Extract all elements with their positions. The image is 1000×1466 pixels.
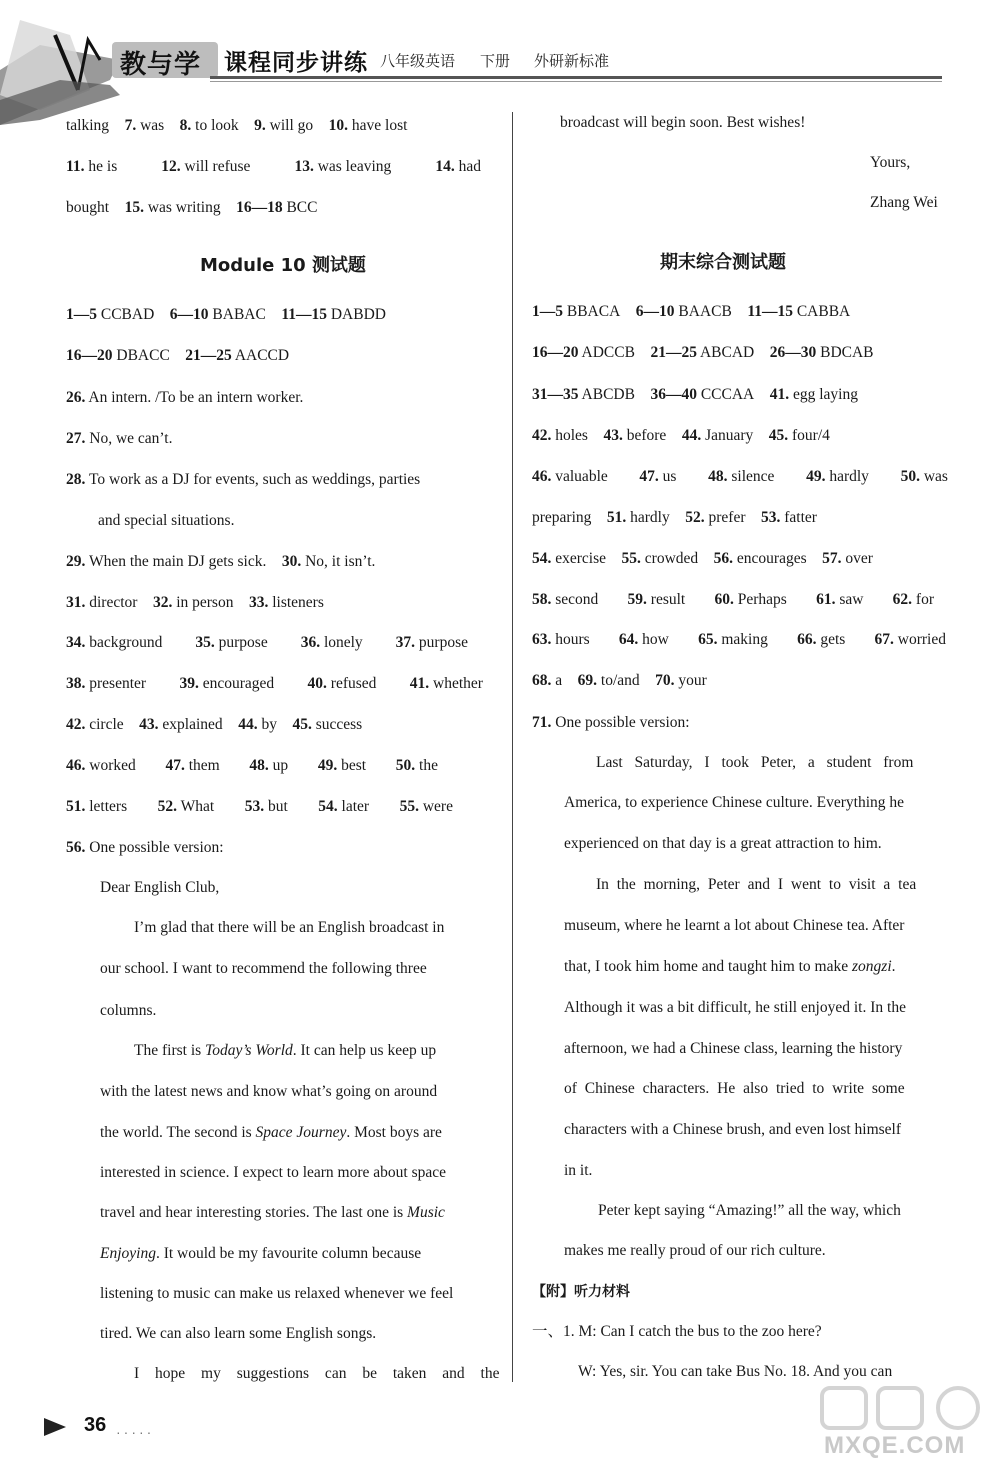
answer-line: 1—5 CCBAD 6—10 BABAC 11—15 DABDD	[66, 306, 386, 323]
footer-dots: ·····	[116, 1424, 155, 1440]
header-rule-thin	[210, 81, 942, 82]
page-arrow-icon	[44, 1418, 66, 1436]
essay-line: experienced on that day is a great attraction to him.	[564, 835, 882, 852]
answer-line: 63. hours 64. how 65. making 66. gets 67. worried	[532, 631, 946, 648]
answer-line: 54. exercise 55. crowded 56. encourages 57. over	[532, 550, 873, 567]
answer-line: 51. letters 52. What 53. but 54. later 55. were	[66, 798, 453, 815]
page-number: 36	[84, 1414, 107, 1436]
essay-line: makes me really proud of our rich culture.	[564, 1242, 826, 1259]
header-rule	[210, 76, 942, 79]
answer-line: 42. holes 43. before 44. January 45. four/4	[532, 427, 830, 444]
letter-line: columns.	[100, 1002, 157, 1019]
letter-line: I hope my suggestions can be taken and the	[134, 1365, 500, 1382]
essay-line: that, I took him home and taught him to make zongzi.	[564, 958, 896, 975]
answer-line: 16—20 DBACC 21—25 AACCD	[66, 347, 290, 364]
letter-line: The first is Today’s World. It can help us keep up	[134, 1042, 437, 1059]
answer-line: 11. he is 12. will refuse 13. was leaving 14. had	[66, 158, 481, 175]
essay-line: in it.	[564, 1162, 593, 1179]
series-title: 课程同步讲练	[224, 50, 368, 76]
essay-line: America, to experience Chinese culture. Everything he	[564, 794, 905, 811]
grade-label: 八年级英语	[380, 52, 456, 70]
logo: 教与学	[120, 50, 202, 80]
letter-line: with the latest news and know what’s going on around	[100, 1083, 438, 1100]
essay-line: In the morning, Peter and I went to visit a tea	[596, 876, 917, 893]
edition-label: 外研新标准	[534, 52, 610, 70]
letter-signature: Zhang Wei	[870, 194, 938, 211]
essay-line: of Chinese characters. He also tried to write some	[564, 1080, 905, 1097]
essay-line: characters with a Chinese brush, and even lost himself	[564, 1121, 902, 1138]
watermark-text: MXQE.COM	[824, 1432, 966, 1459]
answer-line: 68. a 69. to/and 70. your	[532, 672, 707, 689]
appendix-label: 【附】听力材料	[532, 1284, 630, 1300]
essay-line: Last Saturday, I took Peter, a student from	[596, 754, 914, 771]
letter-line: I’m glad that there will be an English broadcast in	[134, 919, 445, 936]
answer-line: and special situations.	[98, 512, 235, 529]
letter-closing: Yours,	[870, 154, 911, 171]
column-divider	[512, 112, 513, 1382]
answer-line: 38. presenter 39. encouraged 40. refused 41. whether	[66, 675, 483, 692]
listening-line: W: Yes, sir. You can take Bus No. 18. And you can	[578, 1363, 893, 1380]
answer-line: 29. When the main DJ gets sick. 30. No, it isn’t.	[66, 553, 376, 570]
letter-line: the world. The second is Space Journey. Most boys are	[100, 1124, 442, 1141]
answer-line: 58. second 59. result 60. Perhaps 61. saw 62. for	[532, 591, 934, 608]
answer-line: preparing 51. hardly 52. prefer 53. fatter	[532, 509, 817, 526]
essay-line: museum, where he learnt a lot about Chinese tea. After	[564, 917, 905, 934]
essay-line: Peter kept saying “Amazing!” all the way, which	[598, 1202, 901, 1219]
answer-line: talking 7. was 8. to look 9. will go 10. have lost	[66, 117, 408, 134]
module-title: Module 10 测试题	[200, 255, 366, 276]
answer-line: 71. One possible version:	[532, 714, 690, 731]
essay-line: afternoon, we had a Chinese class, learning the history	[564, 1040, 903, 1057]
letter-line: travel and hear interesting stories. The last one is Music	[100, 1204, 445, 1221]
listening-line: 一、1. M: Can I catch the bus to the zoo here?	[532, 1323, 822, 1340]
answer-line: 46. valuable 47. us 48. silence 49. hardly 50. was	[532, 468, 948, 485]
answer-line: 16—20 ADCCB 21—25 ABCAD 26—30 BDCAB	[532, 344, 874, 361]
letter-line: our school. I want to recommend the following three	[100, 960, 427, 977]
essay-line: Although it was a bit difficult, he still enjoyed it. In the	[564, 999, 906, 1016]
answer-line: 56. One possible version:	[66, 839, 224, 856]
answer-line: 42. circle 43. explained 44. by 45. success	[66, 716, 363, 733]
answer-line: 26. An intern. /To be an intern worker.	[66, 389, 304, 406]
answer-line: 28. To work as a DJ for events, such as weddings, parties	[66, 471, 421, 488]
page-header	[0, 0, 1000, 120]
answer-line: 27. No, we can’t.	[66, 430, 173, 447]
letter-line: Dear English Club,	[100, 879, 220, 896]
answer-line: 46. worked 47. them 48. up 49. best 50. the	[66, 757, 438, 774]
final-exam-title: 期末综合测试题	[660, 252, 786, 273]
answer-line: 34. background 35. purpose 36. lonely 37. purpose	[66, 634, 468, 651]
letter-line: tired. We can also learn some English songs.	[100, 1325, 377, 1342]
letter-line: broadcast will begin soon. Best wishes!	[560, 114, 806, 131]
letter-line: Enjoying. It would be my favourite column because	[100, 1245, 422, 1262]
answer-line: 31. director 32. in person 33. listeners	[66, 594, 324, 611]
answer-line: 31—35 ABCDB 36—40 CCCAA 41. egg laying	[532, 386, 858, 403]
letter-line: listening to music can make us relaxed whenever we feel	[100, 1285, 454, 1302]
letter-line: interested in science. I expect to learn more about space	[100, 1164, 447, 1181]
answer-line: bought 15. was writing 16—18 BCC	[66, 199, 318, 216]
volume-label: 下册	[480, 52, 511, 70]
answer-line: 1—5 BBACA 6—10 BAACB 11—15 CABBA	[532, 303, 851, 320]
